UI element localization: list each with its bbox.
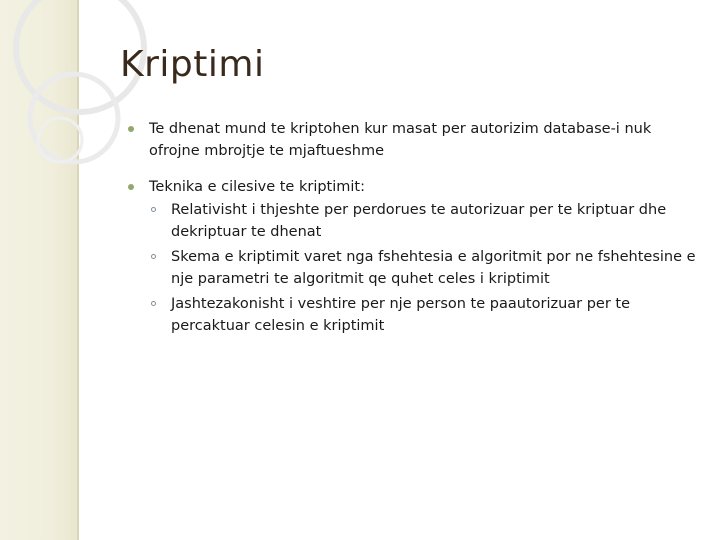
sub-bullet-text: Skema e kriptimit varet nga fshehtesia e algoritmit por ne fshehtesine e nje parametri te algoritmit qe quhet celes i kriptimit xyxy=(171,249,696,287)
slide-title: Kriptimi xyxy=(120,44,265,85)
sub-bullet-item xyxy=(149,246,698,290)
bullet-dot-icon xyxy=(128,126,134,132)
sub-bullet-item xyxy=(149,199,698,243)
sub-bullet-list xyxy=(149,199,698,337)
ring-bullet-icon xyxy=(151,301,156,306)
ring-bullet-icon xyxy=(151,207,156,212)
ring-bullet-icon xyxy=(151,254,156,259)
bullet-item xyxy=(128,118,698,162)
slide-content xyxy=(128,118,698,351)
sub-bullet-text: Jashtezakonisht i veshtire per nje person te paautorizuar per te percaktuar celesin e kriptimit xyxy=(171,296,631,334)
bullet-dot-icon xyxy=(128,184,134,190)
sub-bullet-text: Relativisht i thjeshte per perdorues te autorizuar per te kriptuar dhe dekriptuar te dhenat xyxy=(171,202,667,240)
bullet-text: Teknika e cilesive te kriptimit: xyxy=(149,179,365,195)
bullet-text: Te dhenat mund te kriptohen kur masat per autorizim database-i nuk ofrojne mbrojtje te mjaftueshme xyxy=(149,121,652,159)
sub-bullet-item xyxy=(149,293,698,337)
bullet-item xyxy=(128,176,698,337)
